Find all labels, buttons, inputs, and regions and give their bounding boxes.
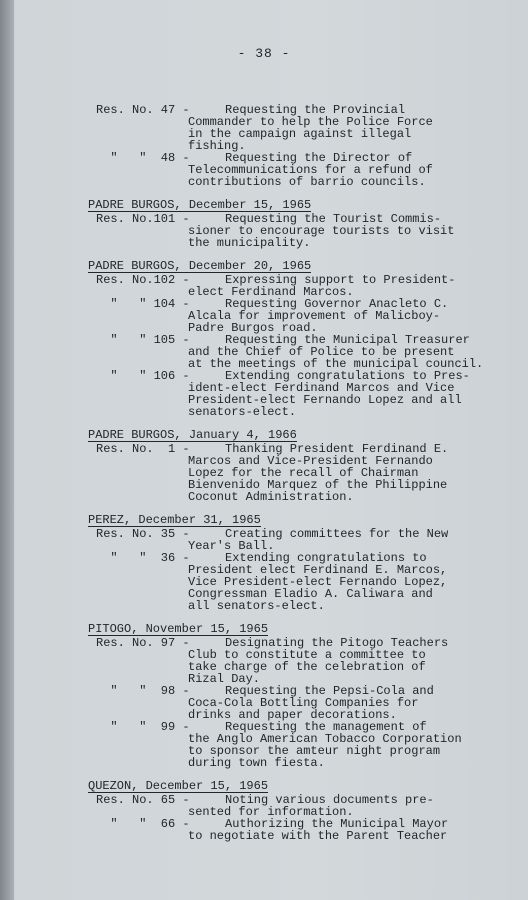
municipality-section [88,104,508,188]
resolution-text-line: Creating committees for the New [225,527,449,541]
resolution-text-line: Year's Ball. [188,539,275,553]
section-heading: QUEZON, December 15, 1965 [88,779,269,793]
resolution-text-line: contributions of barrio councils. [188,175,426,189]
resolution-number: " " 48 - [96,151,190,165]
resolution-number: " " 106 - [96,369,190,383]
resolution-text-line: during town fiesta. [188,756,325,770]
resolution-text-line: President-elect Fernando Lopez and all [188,393,462,407]
resolution-entry [88,104,508,152]
resolution-text-line: Telecommunications for a refund of [188,163,433,177]
binding-spine [0,0,14,900]
resolution-entry [88,152,508,188]
resolution-text-line: in the campaign against illegal [188,127,412,141]
municipality-section [88,514,508,612]
resolution-text-line: Extending congratulations to [225,551,427,565]
resolution-text-line: Requesting the Director of [225,151,413,165]
resolution-entry [88,794,508,818]
resolution-text-line: Extending congratulations to Pres- [225,369,470,383]
resolution-number: " " 104 - [96,297,190,311]
resolution-text-line: to sponsor the amteur night program [188,744,441,758]
resolution-number: Res. No. 35 - [96,527,190,541]
resolution-text-line: ident-elect Ferdinand Marcos and Vice [188,381,455,395]
resolution-text-line: take charge of the celebration of [188,660,426,674]
resolution-text-line: the municipality. [188,236,311,250]
resolution-text-line: Rizal Day. [188,672,261,686]
resolution-text-line: the Anglo American Tobacco Corporation [188,732,462,746]
resolution-number: " " 105 - [96,333,190,347]
resolution-text-line: Vice President-elect Fernando Lopez, [188,575,448,589]
resolution-text-line: Marcos and Vice-President Fernando [188,454,433,468]
section-heading: PADRE BURGOS, December 15, 1965 [88,198,312,212]
resolution-text-line: Requesting the management of [225,720,427,734]
resolution-number: Res. No. 65 - [96,793,190,807]
resolution-entry [88,721,508,769]
resolution-text-line: Commander to help the Police Force [188,115,433,129]
resolution-entry [88,274,508,298]
resolution-text-line: Lopez for the recall of Chairman [188,466,419,480]
resolution-text-line: Congressman Eladio A. Caliwara and [188,587,433,601]
municipality-section [88,429,508,503]
resolution-text-line: senators-elect. [188,405,297,419]
section-heading: PITOGO, November 15, 1965 [88,622,269,636]
municipality-section [88,199,508,249]
resolution-text-line: Designating the Pitogo Teachers [225,636,449,650]
resolution-text-line: Requesting the Pepsi-Cola and [225,684,434,698]
resolution-text-line: Requesting Governor Anacleto C. [225,297,449,311]
resolution-number: Res. No. 97 - [96,636,190,650]
resolution-text-line: Padre Burgos road. [188,321,318,335]
resolution-text-line: Noting various documents pre- [225,793,434,807]
resolution-number: Res. No.101 - [96,212,190,226]
resolution-number: " " 66 - [96,817,190,831]
resolution-text-line: President elect Ferdinand E. Marcos, [188,563,448,577]
resolution-entry [88,528,508,552]
resolution-entry [88,298,508,334]
resolution-number: " " 98 - [96,684,190,698]
resolution-text-line: sented for information. [188,805,354,819]
resolution-text-line: elect Ferdinand Marcos. [188,285,354,299]
resolution-entry [88,370,508,418]
resolution-text-line: and the Chief of Police to be present [188,345,455,359]
resolution-text-line: Authorizing the Municipal Mayor [225,817,449,831]
resolution-text-line: sioner to encourage tourists to visit [188,224,455,238]
resolution-text-line: Requesting the Tourist Commis- [225,212,442,226]
resolution-text-line: Alcala for improvement of Malicboy- [188,309,441,323]
section-heading: PEREZ, December 31, 1965 [88,513,261,527]
resolution-text-line: Coconut Administration. [188,490,354,504]
resolution-number: Res. No.102 - [96,273,190,287]
resolution-text-line: Thanking President Ferdinand E. [225,442,449,456]
municipality-section [88,260,508,418]
resolution-entry [88,637,508,685]
resolution-entry [88,552,508,612]
resolution-text-line: Coca-Cola Bottling Companies for [188,696,419,710]
resolution-text-line: fishing. [188,139,246,153]
section-heading: PADRE BURGOS, December 20, 1965 [88,259,312,273]
resolution-number: " " 99 - [96,720,190,734]
resolution-entry [88,685,508,721]
resolution-text-line: Expressing support to President- [225,273,456,287]
resolution-entry [88,818,508,842]
resolution-entry [88,334,508,370]
resolution-number: Res. No. 47 - [96,103,190,117]
municipality-section [88,780,508,842]
page-number: - 38 - [237,46,291,61]
resolution-text-line: Requesting the Municipal Treasurer [225,333,470,347]
resolution-entry [88,213,508,249]
municipality-section [88,623,508,769]
section-heading: PADRE BURGOS, January 4, 1966 [88,428,297,442]
resolution-number: Res. No. 1 - [96,442,190,456]
resolutions-list [88,104,508,853]
resolution-text-line: Club to constitute a committee to [188,648,426,662]
resolution-text-line: to negotiate with the Parent Teacher [188,829,448,843]
resolution-text-line: Requesting the Provincial [225,103,406,117]
resolution-number: " " 36 - [96,551,190,565]
resolution-text-line: all senators-elect. [188,599,325,613]
resolution-entry [88,443,508,503]
resolution-text-line: drinks and paper decorations. [188,708,397,722]
resolution-text-line: at the meetings of the municipal council. [188,357,484,371]
resolution-text-line: Bienvenido Marquez of the Philippine [188,478,448,492]
